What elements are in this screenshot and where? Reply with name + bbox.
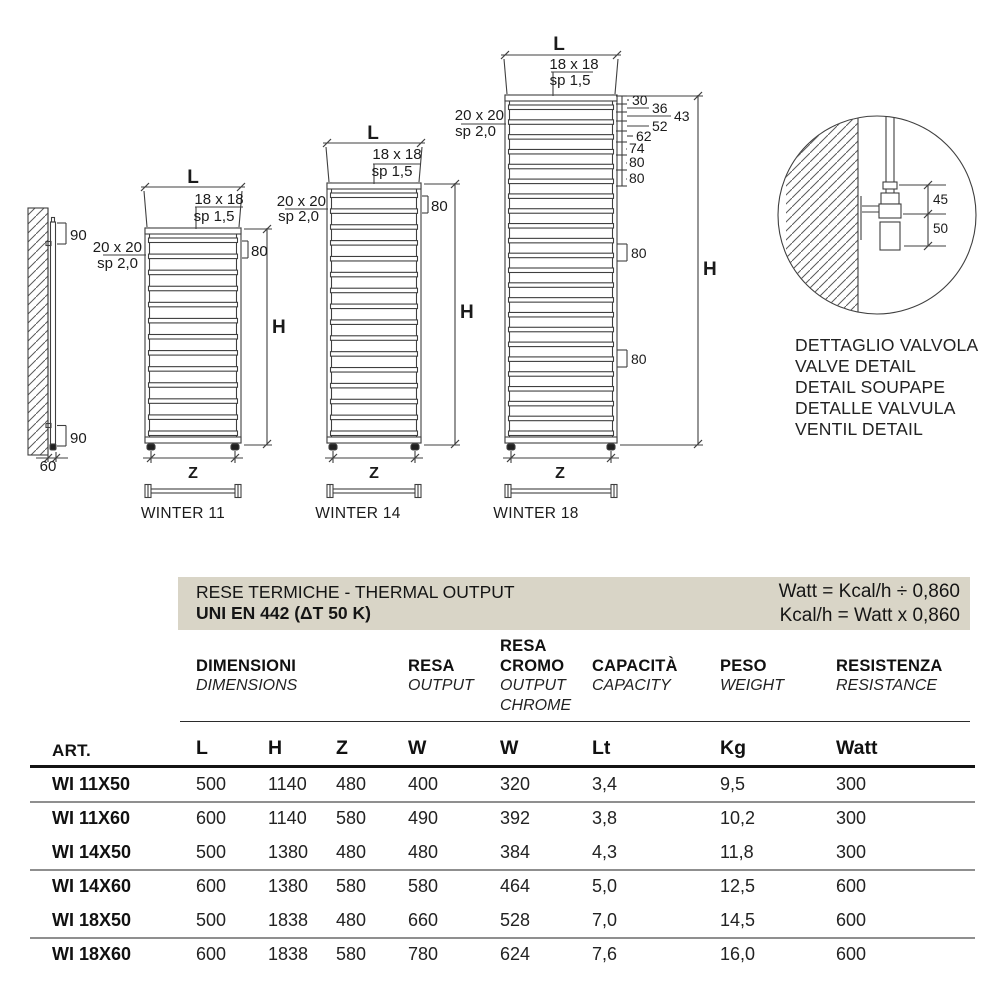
drawing-line [331,383,418,388]
caption-en: VALVE DETAIL [795,356,917,376]
model-name-winter14: WINTER 14 [315,505,401,522]
cell-value: 500 [196,842,227,862]
cell-value: 480 [336,842,367,862]
group-output-chrome-en: OUTPUT CHROME [500,677,572,714]
cell-value: 9,5 [720,774,746,794]
unit-header-Kg: Kg [720,737,746,759]
cell-value: 3,4 [592,774,618,794]
drawing-line [149,302,238,307]
drawing-line [509,283,614,288]
dim-45: 45 [933,192,949,207]
dim-L: L [187,167,199,188]
row-separator [30,937,975,939]
cell-value: 300 [836,808,867,828]
tube-sp-label: sp 1,5 [193,208,235,225]
drawing-line [509,105,614,110]
drawing-line [149,383,238,388]
cell-value: 480 [336,774,367,794]
group-resa: RESA [408,657,455,675]
unit-header-Z: Z [336,737,348,759]
cell-value: 384 [500,842,531,862]
table-row [0,869,1000,903]
formula-watt: Watt = Kcal/h ÷ 0,860 [778,581,960,602]
drawing-line [327,437,421,443]
table-row [0,835,1000,869]
drawing-line [331,193,418,198]
model-name-winter18: WINTER 18 [493,505,579,522]
valve-part [883,182,897,189]
dim-90-top: 90 [70,227,87,244]
cell-value: 580 [336,808,367,828]
drawing-line [51,222,56,444]
cell-value: 11,8 [720,842,754,862]
cell-value: 600 [836,910,867,930]
table-row [0,937,1000,971]
drawing-line [411,444,419,450]
caption-it: DETTAGLIO VALVOLA [795,335,979,355]
caption-de: VENTIL DETAIL [795,419,924,439]
table-row [0,801,1000,835]
cell-value: 7,0 [592,910,618,930]
group-underline [180,721,970,722]
cell-value: 5,0 [592,876,618,896]
thermal-title: RESE TERMICHE - THERMAL OUTPUT [196,582,515,602]
thermal-title-block [196,582,515,624]
dim-50: 50 [933,221,949,236]
dim-90-bottom: 90 [70,430,87,447]
drawing-line [615,59,618,94]
drawing-line [331,256,418,261]
group-dimensioni: DIMENSIONI [196,657,297,675]
drawing-line [331,336,418,341]
cell-value: 528 [500,910,531,930]
frame-sp-label: sp 2,0 [278,208,319,225]
cell-value: 580 [336,876,367,896]
drawing-line [505,437,617,443]
group-dimensions-en: DIMENSIONS [196,677,298,694]
cell-value: 480 [408,842,439,862]
drawing-line [607,444,615,450]
row-separator [30,869,975,871]
drawing-line [509,342,614,347]
drawing-line [231,444,239,450]
drawing-line [332,489,416,493]
frame-size-label: 20 x 20 [276,193,326,210]
cell-value: 4,3 [592,842,618,862]
cell-value: 12,5 [720,876,756,896]
drawing-line [149,270,238,275]
row-separator [30,801,975,803]
drawing-line [149,431,238,436]
drawing-line [331,241,418,246]
group-peso: PESO [720,657,767,675]
dim-L: L [553,34,565,55]
drawing-line [149,286,238,291]
drawing-line [145,228,241,234]
drawing-line [331,431,418,436]
cell-value: 500 [196,910,227,930]
cell-art: WI 11X60 [52,808,131,828]
wall-hatching [786,112,858,320]
drawing-line [509,149,614,154]
unit-header-L: L [196,737,208,759]
drawing-line [331,399,418,404]
drawing-line [150,489,236,493]
cell-art: WI 14X50 [52,842,132,862]
drawing-line [509,298,614,303]
dim-H: H [272,317,286,338]
dim-60: 60 [39,458,57,475]
valve-part [881,193,899,204]
drawing-line [509,401,614,406]
dim-Z: Z [555,465,565,482]
callout-36: 36 [652,100,668,116]
drawing-line [331,320,418,325]
drawing-line [509,268,614,273]
tube-size-label: 18 x 18 [194,191,244,208]
cell-art: WI 18X60 [52,944,132,964]
cell-value: 660 [408,910,439,930]
cell-value: 600 [196,876,227,896]
drawing-line [509,164,614,169]
tube-sp-label: sp 1,5 [549,72,591,89]
drawing-line [509,179,614,184]
drawing-line [144,191,147,227]
drawing-line [509,357,614,362]
cell-value: 580 [336,944,367,964]
cell-value: 3,8 [592,808,618,828]
tube-size-label: 18 x 18 [549,56,599,73]
valve-part [880,222,900,250]
cell-value: 464 [500,876,531,896]
dim-H: H [703,259,717,280]
tube-sp-label: sp 1,5 [371,163,413,180]
cell-value: 1838 [268,944,309,964]
drawing-line [509,431,614,436]
cell-value: 320 [500,774,531,794]
table-row [0,903,1000,937]
drawing-line [504,59,507,94]
cell-value: 600 [196,944,227,964]
callout-74: 74 [629,140,645,156]
group-weight-en: WEIGHT [720,677,784,694]
drawing-line [509,135,614,140]
cell-value: 300 [836,842,867,862]
drawing-line [149,254,238,258]
drawing-line [509,327,614,332]
caption-es: DETALLE VALVULA [795,398,956,418]
drawing-line [149,318,238,323]
valve-detail-captions [795,335,978,440]
tube-size-label: 18 x 18 [372,146,422,163]
cell-value: 600 [836,876,867,896]
unit-header-H: H [268,737,283,759]
drawing-line [331,304,418,309]
dim-80-mid2: 80 [631,351,647,367]
cell-value: 490 [408,808,439,828]
drawing-line [149,399,238,404]
cell-value: 7,6 [592,944,618,964]
drawing-line [507,444,515,450]
formula-kcal: Kcal/h = Watt x 0,860 [779,605,960,626]
art-column-header: ART. [52,741,91,760]
cell-value: 480 [336,910,367,930]
frame-sp-label: sp 2,0 [455,123,496,140]
drawing-line [326,147,329,182]
dim-H: H [460,302,474,323]
cell-value: 16,0 [720,944,756,964]
frame-sp-label: sp 2,0 [97,255,138,272]
dim-Z: Z [188,465,198,482]
drawing-line [509,312,614,317]
cell-value: 392 [500,808,531,828]
drawing-line [331,415,418,420]
drawing-line [145,437,241,443]
cell-value: 580 [408,876,439,896]
drawing-line [149,238,238,243]
model-name-winter11: WINTER 11 [140,505,226,522]
dim-80: 80 [251,243,268,260]
cell-value: 1140 [268,808,307,828]
drawing-line [331,225,418,230]
cell-art: WI 14X60 [52,876,132,896]
cell-value: 1838 [268,910,309,930]
drawing-line [331,368,418,373]
frame-size-label: 20 x 20 [92,239,142,256]
dim-80: 80 [431,198,448,215]
callout-80a: 80 [629,154,645,170]
drawing-line [329,444,337,450]
thermal-output-banner [178,577,970,630]
unit-header-W: W [408,737,427,759]
drawing-line [509,253,614,258]
drawing-line [509,224,614,229]
conversion-formulas [779,580,960,628]
drawing-line [331,209,418,214]
drawing-line [509,120,614,125]
cell-value: 1380 [268,842,309,862]
cell-value: 1380 [268,876,309,896]
group-resistenza: RESISTENZA [836,657,943,675]
drawing-line [149,351,238,356]
dim-L: L [367,123,379,144]
drawing-line [509,387,614,392]
drawing-line [28,208,48,455]
drawing-line [50,444,56,450]
unit-header-W-chrome: W [500,737,519,759]
drawing-line [509,194,614,199]
callout-52: 52 [652,118,668,134]
caption-fr: DETAIL SOUPAPE [795,377,946,397]
callout-62: 62 [636,128,652,144]
cell-art: WI 18X50 [52,910,132,930]
drawing-line [509,209,614,214]
cell-value: 400 [408,774,439,794]
cell-value: 600 [196,808,227,828]
unit-header-Watt: Watt [836,737,878,759]
dim-Z: Z [369,465,379,482]
cell-value: 14,5 [720,910,756,930]
drawing-line [147,444,155,450]
frame-size-label: 20 x 20 [454,107,504,124]
callout-43: 43 [674,108,690,124]
cell-value: 10,2 [720,808,756,828]
drawing-line [505,95,617,101]
cell-value: 780 [408,944,439,964]
cell-value: 624 [500,944,531,964]
drawing-line [509,416,614,421]
cell-value: 300 [836,774,867,794]
drawing-line [149,415,238,420]
drawing-line [52,218,55,223]
valve-part [879,204,901,218]
callout-30: 30 [632,92,648,108]
group-capacita: CAPACITÀ [592,657,678,675]
drawing-line [149,367,238,372]
drawing-line [149,335,238,340]
drawing-line [509,238,614,243]
cell-art: WI 11X50 [52,774,131,794]
dim-80-mid1: 80 [631,245,647,261]
cell-value: 600 [836,944,867,964]
callout-80b: 80 [629,170,645,186]
group-capacity-en: CAPACITY [592,677,671,694]
drawing-line [510,489,612,493]
group-resistance-en: RESISTANCE [836,677,938,694]
cell-value: 500 [196,774,227,794]
table-row [0,767,1000,801]
group-output-en: OUTPUT [408,677,474,694]
drawing-line [331,288,418,293]
drawing-line [509,372,614,377]
unit-header-Lt: Lt [592,737,611,759]
drawing-line [331,352,418,357]
thermal-norm: UNI EN 442 (ΔT 50 K) [196,603,371,623]
cell-value: 1140 [268,774,307,794]
group-resa-cromo: RESA CROMO [500,637,565,675]
drawing-line [331,272,418,277]
